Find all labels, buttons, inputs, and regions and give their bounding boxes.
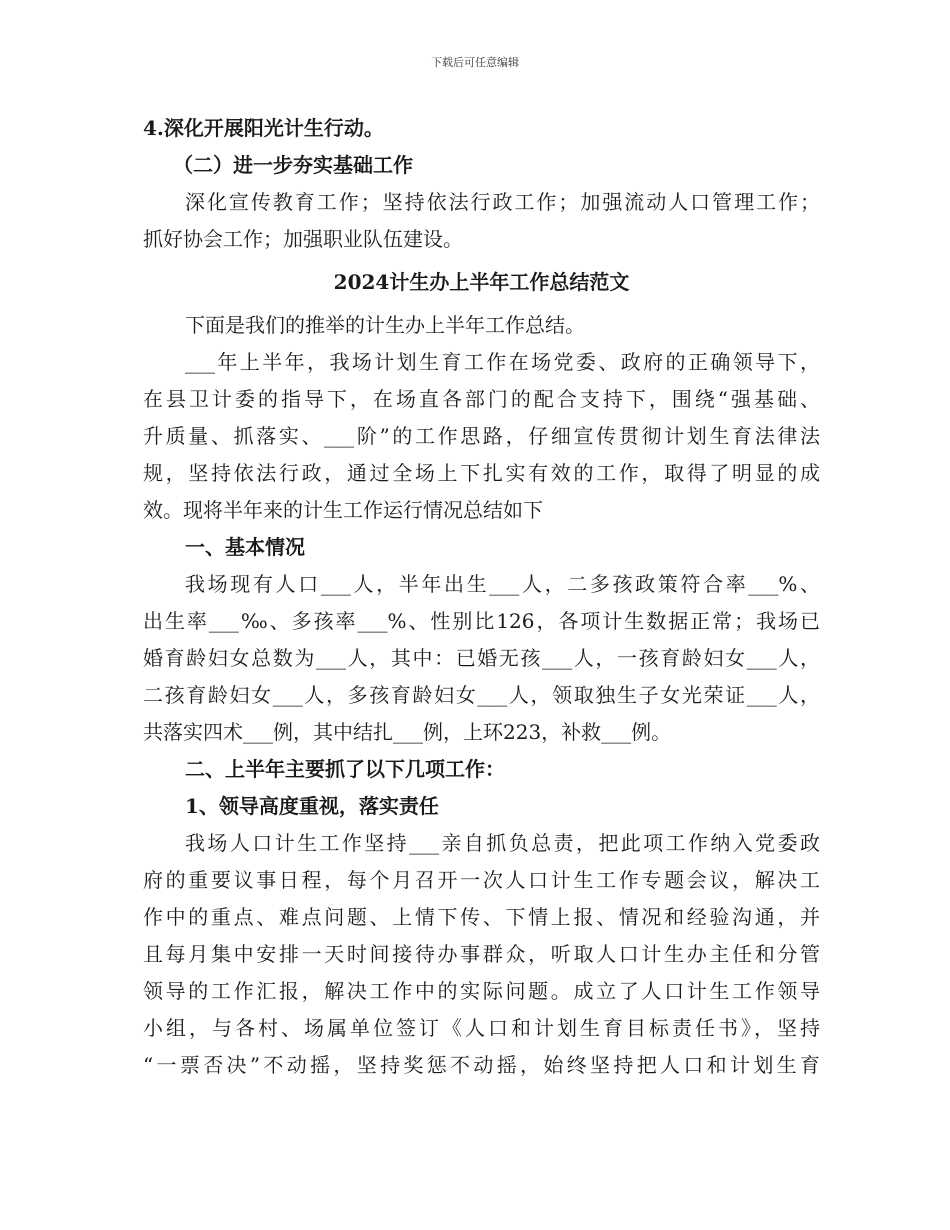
paragraph-line: 作中的重点、难点问题、上情下传、下情上报、情况和经验沟通，并 — [143, 905, 820, 929]
paragraph-line: 规，坚持依法行政，通过全场上下扎实有效的工作，取得了明显的成 — [143, 461, 820, 485]
paragraph-line: 领导的工作汇报，解决工作中的实际问题。成立了人口计生工作领导 — [143, 979, 820, 1003]
paragraph-line: 小组，与各村、场属单位签订《人口和计划生育目标责任书》，坚持 — [143, 1016, 820, 1040]
heading-item-4: 4.深化开展阳光计生行动。 — [143, 116, 384, 140]
paragraph-line: 府的重要议事日程，每个月召开一次人口计生工作专题会议，解决工 — [143, 868, 820, 892]
section-title-work: 二、上半年主要抓了以下几项工作： — [185, 757, 505, 781]
header-note: 下载后可任意编辑 — [431, 56, 519, 69]
paragraph-line: 出生率___‰、多孩率___%、性别比126，各项计生数据正常；我场已 — [143, 609, 820, 633]
paragraph-line: “一票否决”不动摇，坚持奖惩不动摇，始终坚持把人口和计划生育 — [143, 1053, 820, 1077]
intro-line: 下面是我们的推举的计生办上半年工作总结。 — [185, 313, 585, 337]
subsection-title-leadership: 1、领导高度重视，落实责任 — [185, 794, 439, 818]
document-title: 2024计生办上半年工作总结范文 — [333, 270, 630, 294]
paragraph-line: 深化宣传教育工作；坚持依法行政工作；加强流动人口管理工作； — [185, 190, 820, 214]
paragraph-line: ___年上半年，我场计划生育工作在场党委、政府的正确领导下， — [185, 350, 820, 374]
paragraph-line: 我场人口计生工作坚持___亲自抓负总责，把此项工作纳入党委政 — [185, 831, 820, 855]
paragraph-line: 在县卫计委的指导下，在场直各部门的配合支持下，围绕“强基础、 — [143, 387, 820, 411]
paragraph-line: 效。现将半年来的计生工作运行情况总结如下 — [143, 498, 543, 522]
heading-subsection-2: （二）进一步夯实基础工作 — [173, 153, 413, 177]
paragraph-line: 共落实四术___例，其中结扎___例，上环223，补救___例。 — [143, 720, 672, 744]
paragraph-line: 二孩育龄妇女___人，多孩育龄妇女___人，领取独生子女光荣证___人， — [143, 683, 820, 707]
document-body — [143, 110, 820, 1084]
paragraph-line: 抓好协会工作；加强职业队伍建设。 — [143, 227, 463, 251]
section-title-basic: 一、基本情况 — [185, 535, 305, 559]
paragraph-line: 我场现有人口___人，半年出生___人，二多孩政策符合率___%、 — [185, 572, 820, 596]
paragraph-line: 婚育龄妇女总数为___人，其中：已婚无孩___人，一孩育龄妇女___人， — [143, 646, 820, 670]
paragraph-line: 升质量、抓落实、___阶”的工作思路，仔细宣传贯彻计划生育法律法 — [143, 424, 820, 448]
paragraph-line: 且每月集中安排一天时间接待办事群众，听取人口计生办主任和分管 — [143, 942, 820, 966]
